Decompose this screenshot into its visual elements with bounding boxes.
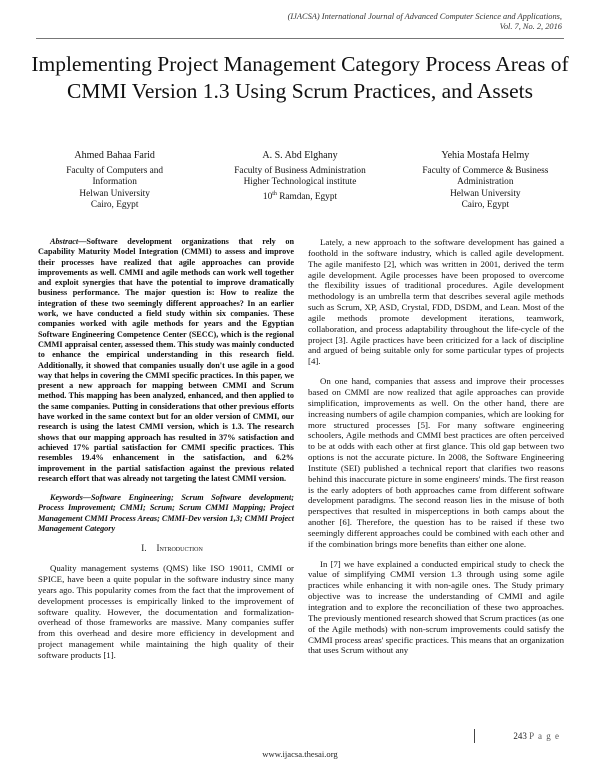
section-number: I. bbox=[141, 543, 147, 554]
author-affiliation: Faculty of Commerce & Business bbox=[422, 165, 549, 176]
footer-divider bbox=[474, 729, 475, 743]
body-paragraph: In [7] we have explained a conducted empirical study to check the value of simplifying CMMI version 1.3 through using some agile practices while enhancing it with non-agile ones. The Study primary objective was to increase the understanding of CMMI and agile integration and to explore the reconciliation of these two approaches. The previously mentioned research showed that Scrum practices (as one of the Agile methods) with non-scrum improvements could satisfy the CMMI process areas' specific practices. This means that an organization that uses Scrum without any bbox=[308, 558, 564, 656]
keywords: Keywords—Software Engineering; Scrum Software development; Process Improvement; CMMI; Scrum; Scrum CMMI Mapping; Project Management CMMI Process Areas; CMMI-Dev version 1,3; CMMI Project Management Category bbox=[38, 493, 295, 534]
page-number bbox=[513, 731, 560, 741]
city-number: 10 bbox=[262, 191, 273, 202]
author-affiliation: Helwan University bbox=[450, 188, 521, 199]
city-ordinal: th bbox=[272, 190, 277, 197]
author-1 bbox=[22, 150, 207, 212]
city-rest: Ramdan, Egypt bbox=[276, 191, 338, 202]
left-column bbox=[38, 237, 294, 661]
author-2 bbox=[207, 150, 392, 212]
journal-name: (IJACSA) International Journal of Advanced Computer Science and Applications, bbox=[287, 12, 562, 21]
body-paragraph: On one hand, companies that assess and improve their processes based on CMMI are now realized that agile approaches can provide simplification, improvements as well. On the other hand, there are increasing numbers of agile champion companies, which are looking for more structured processes [5]. For many software engineering schoolers, Agile methods and CMMI best practices are often perceived to be at odds with each other at first glance. This old gap between two options is not the accurate picture. In 2008, the Software Engineering Institute (SEI) published a technical report that clarifies two reasons behind this inaccurate picture in some engineers' minds. The first reason is the early adopters of both approaches came from different software development paradigms. The second reason lies in the misuse of both perspectives that resulted in misperceptions in both camps about the another [6]. Therefore, the question has to be raised if these two seemingly different approaches could be combined with each other and if the combination brings more benefits than either one alone. bbox=[308, 376, 564, 549]
abstract-label: Abstract bbox=[50, 237, 79, 246]
abstract-text: —Software development organizations that rely on Capability Maturity Model Integration (CMMI) to assess and improve their processes have realized that agile approaches can provide improvements as well. CMMI and agile methods can work well together and exploit synergies that have the potential to improve dramatically business performance. The major question is: How to realize the integration of these two seemingly different approaches? In an earlier work, we have conducted a field study within six companies. These companies worked with agile methods for years and the Egyptian Software Engineering Competence Center (SECC), which is the regional CMMI appraisal center, assessed them. This study was mainly conducted to enhance the empirical understanding in this research field. Additionally, it showed that companies usually don't use agile in a good way that helps in covering the CMMI specific practices. In this paper, we present a new approach for mapping between CMMI and Scrum method. This mapping has been analyzed, enhanced, and then applied to the same companies. Putting in considerations that other previous efforts have worked in the same context but for an older version of CMMI, our research is using the latest CMMI version, which is 1.3. The research shows that our mapping approach has resulted in 37% satisfaction and achieved 17% partial satisfaction for CMMI specific practices. This resembles 19.4% enhancement in the satisfaction, and 6.2% improvement in the partial satisfaction against the previous related research effort that was already not targeting the latest CMMI version. bbox=[38, 237, 294, 483]
author-affiliation: Cairo, Egypt bbox=[90, 200, 139, 211]
journal-volume: Vol. 7, No. 2, 2016 bbox=[499, 22, 562, 31]
author-affiliation: Administration bbox=[457, 177, 514, 188]
page-number-value: 243 bbox=[513, 731, 527, 741]
footer-url[interactable]: www.ijacsa.thesai.org bbox=[262, 749, 338, 759]
author-affiliation: Information bbox=[92, 177, 137, 188]
right-column bbox=[308, 237, 564, 656]
author-3 bbox=[393, 150, 578, 212]
author-name: Yehia Mostafa Helmy bbox=[441, 150, 530, 161]
body-paragraph: Lately, a new approach to the software development has gained a foothold in the software industry, which is called agile development. The agile manifesto [2], which was written in 2001, derived the term agile development. Agile processes have been proposed to overcome the flexibility issues of traditional procedures. Agile development methodology is an umbrella term that describes several agile methods such as Scrum, XP, ASD, Crystal, FDD, DSDM, and Lean. Most of the agile methods promote development iterations, teamwork, collaboration, and process adaptability throughout the life-cycle of the project [3]. Agile practices have been criticized for a lack of discipline and argued of being suitable only for some particular types of projects [4]. bbox=[308, 237, 564, 367]
section-heading bbox=[38, 543, 294, 554]
author-name: Ahmed Bahaa Farid bbox=[74, 150, 155, 161]
section-title: Introduction bbox=[156, 543, 203, 554]
author-affiliation: Faculty of Business Administration bbox=[234, 165, 366, 176]
header-rule bbox=[36, 38, 564, 39]
page-label: P a g e bbox=[529, 731, 560, 741]
journal-header bbox=[202, 12, 562, 32]
author-affiliation: Helwan University bbox=[79, 188, 150, 199]
abstract bbox=[38, 237, 294, 484]
author-affiliation bbox=[207, 189, 392, 204]
author-affiliation: Cairo, Egypt bbox=[461, 200, 510, 211]
author-affiliation: Faculty of Computers and bbox=[66, 165, 164, 176]
author-block bbox=[22, 150, 578, 212]
paper-title: Implementing Project Management Category Process Areas of CMMI Version 1.3 Using Scrum Practices, and Assets bbox=[31, 52, 569, 103]
intro-paragraph: Quality management systems (QMS) like ISO 19011, CMMI or SPICE, have been a quite popular in the software industry since many years ago. This popularity comes from the fact that the improvement of development processes is empirically linked to the improvement of software quality. However, the documentation and formalization-overhead of those frameworks are massive. Many companies suffer from this overhead and desire more efficiency in development and project management while maintaining the high quality of their software products [1]. bbox=[38, 563, 294, 660]
author-name: A. S. Abd Elghany bbox=[262, 150, 338, 161]
author-affiliation: Higher Technological institute bbox=[243, 177, 357, 188]
